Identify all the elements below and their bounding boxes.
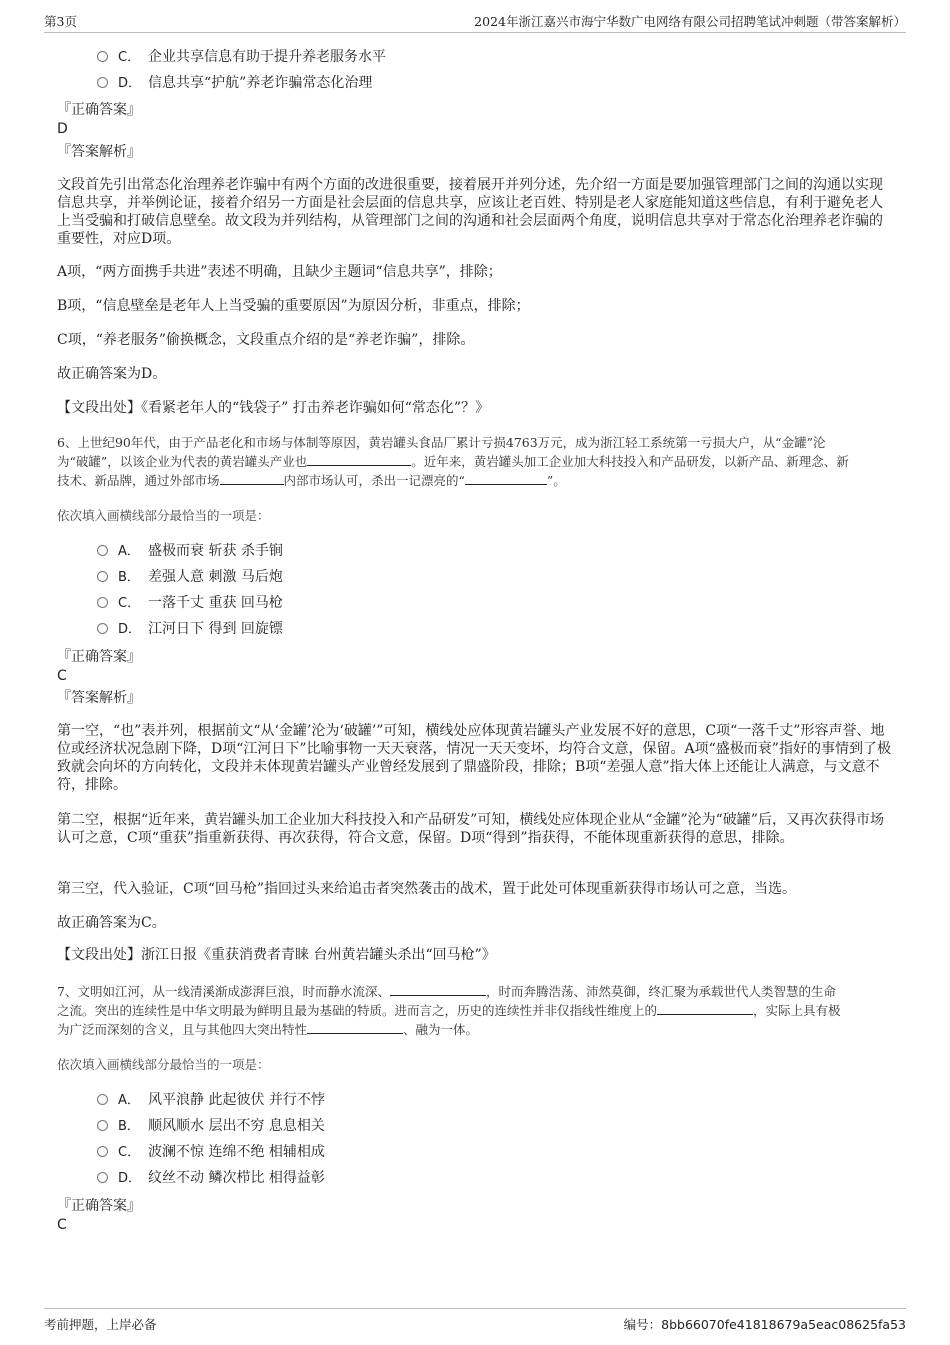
q5-answer-label: 『正确答案』 <box>57 102 141 118</box>
q5-analysis-paragraph: B项，“信息壁垒是老年人上当受骗的重要原因”为原因分析，非重点，排除； <box>57 298 530 314</box>
fill-blank <box>657 1002 753 1015</box>
q6-answer: C <box>57 668 67 684</box>
q6-stem: 6、上世纪90年代，由于产品老化和市场与体制等原因，黄岩罐头食品厂累计亏损4763万元，成为浙江轻工系统第一亏损大户，从“金罐”沦 为“破罐”，以该企业为代表的黄岩罐头产业也 。近年来，黄岩罐头加工企业加大科技投入和产品研发，以新产品、新理念、新 技术、新品牌，通过外部市场 内部市场认可，杀出一记漂亮的“ ”。 <box>57 435 849 488</box>
fill-blank <box>465 472 547 485</box>
q7-answer: C <box>57 1217 67 1233</box>
q7-option-b[interactable]: B． 顺风顺水 层出不穷 息息相关 <box>97 1116 325 1136</box>
q7-option-a[interactable]: A． 风平浪静 此起彼伏 并行不悖 <box>97 1090 325 1110</box>
q6-prompt: 依次填入画横线部分最恰当的一项是： <box>57 508 270 523</box>
radio-icon[interactable] <box>97 77 108 88</box>
radio-icon[interactable] <box>97 597 108 608</box>
q7-option-d[interactable]: D． 纹丝不动 鳞次栉比 相得益彰 <box>97 1168 325 1188</box>
q5-source: 【文段出处】《看紧老年人的“钱袋子” 打击养老诈骗如何“常态化”？》 <box>57 400 490 416</box>
q6-answer-label: 『正确答案』 <box>57 649 141 665</box>
radio-icon[interactable] <box>97 1172 108 1183</box>
radio-icon[interactable] <box>97 623 108 634</box>
q5-analysis-conclusion: 故正确答案为D。 <box>57 366 167 382</box>
fill-blank <box>390 983 486 996</box>
page-number: 第3页 <box>44 14 77 29</box>
q5-option-c[interactable]: C． 企业共享信息有助于提升养老服务水平 <box>97 47 386 67</box>
q5-answer: D <box>57 121 68 137</box>
q6-analysis-conclusion: 故正确答案为C。 <box>57 915 166 931</box>
radio-icon[interactable] <box>97 1146 108 1157</box>
q6-option-d[interactable]: D． 江河日下 得到 回旋镖 <box>97 619 283 639</box>
fill-blank <box>307 1021 403 1034</box>
q7-option-c[interactable]: C． 波澜不惊 连绵不绝 相辅相成 <box>97 1142 325 1162</box>
q6-analysis-paragraph: 第一空，“也”表并列，根据前文“从‘金罐’沦为‘破罐’”可知，横线处应体现黄岩罐头产业发展不好的意思，C项“一落千丈”形容声誉、地位或经济状况急剧下降，D项“江河日下”比喻事物一天天衰落，情况一天天变坏，均符合文意，保留。A项“盛极而衰”指好的事情到了极致就会向坏的方向转化，文段并未体现黄岩罐头产业曾经发展到了鼎盛阶段，排除；B项“差强人意”指大体上还能让人满意，与文意不符，排除。 <box>57 723 891 793</box>
radio-icon[interactable] <box>97 545 108 556</box>
q6-option-a[interactable]: A． 盛极而衰 斩获 杀手锏 <box>97 541 283 561</box>
document-code: 编号：8bb66070fe41818679a5eac08625fa53 <box>623 1317 906 1332</box>
q6-source: 【文段出处】浙江日报《重获消费者青睐 台州黄岩罐头杀出“回马枪”》 <box>57 947 496 963</box>
footer-slogan: 考前押题，上岸必备 <box>44 1317 157 1332</box>
radio-icon[interactable] <box>97 1094 108 1105</box>
radio-icon[interactable] <box>97 1120 108 1131</box>
fill-blank <box>307 453 411 466</box>
page-footer <box>44 1308 906 1339</box>
q6-analysis-paragraph: 第三空，代入验证，C项“回马枪”指回过头来给追击者突然袭击的战术，置于此处可体现重新获得市场认可之意，当选。 <box>57 881 797 897</box>
q5-analysis-paragraph: 文段首先引出常态化治理养老诈骗中有两个方面的改进很重要，接着展开并列分述，先介绍一方面是要加强管理部门之间的沟通以实现信息共享，并举例论证，接着介绍另一方面是社会层面的信息共享，应该让老百姓、特别是老人家庭能知道这些信息，有利于避免老人上当受骗和打破信息壁垒。故文段为并列结构，从管理部门之间的沟通和社会层面两个角度，说明信息共享对于常态化治理养老诈骗的重要性，对应D项。 <box>57 177 883 247</box>
q6-option-c[interactable]: C． 一落千丈 重获 回马枪 <box>97 593 283 613</box>
q7-stem: 7、文明如江河，从一线清溪渐成澎湃巨浪，时而静水流深、 ，时而奔腾浩荡、沛然莫御，终汇聚为承载世代人类智慧的生命 之流。突出的连续性是中华文明最为鲜明且最为基础的特质。进而言之，历史的连续性并非仅指线性维度上的 ，实际上具有极 为广泛而深刻的含义，且与其他四大突出特性 、融为一体。 <box>57 984 841 1037</box>
document-title: 2024年浙江嘉兴市海宁华数广电网络有限公司招聘笔试冲刺题（带答案解析） <box>474 14 906 29</box>
q5-analysis-paragraph: C项，“养老服务”偷换概念，文段重点介绍的是“养老诈骗”，排除。 <box>57 332 475 348</box>
q7-prompt: 依次填入画横线部分最恰当的一项是： <box>57 1057 270 1072</box>
q5-analysis-paragraph: A项，“两方面携手共进”表述不明确，且缺少主题词“信息共享”，排除； <box>57 264 502 280</box>
radio-icon[interactable] <box>97 571 108 582</box>
q5-analysis-label: 『答案解析』 <box>57 144 141 160</box>
fill-blank <box>220 472 284 485</box>
radio-icon[interactable] <box>97 51 108 62</box>
q7-answer-label: 『正确答案』 <box>57 1198 141 1214</box>
page-header <box>44 10 906 33</box>
q5-option-d[interactable]: D． 信息共享“护航”养老诈骗常态化治理 <box>97 73 372 93</box>
q6-option-b[interactable]: B． 差强人意 刺激 马后炮 <box>97 567 283 587</box>
q6-analysis-label: 『答案解析』 <box>57 690 141 706</box>
q6-analysis-paragraph: 第二空，根据“近年来，黄岩罐头加工企业加大科技投入和产品研发”可知，横线处应体现企业从“金罐”沦为“破罐”后，又再次获得市场认可之意，C项“重获”指重新获得、再次获得，符合文意，保留。D项“得到”指获得，不能体现重新获得的意思，排除。 <box>57 812 884 846</box>
